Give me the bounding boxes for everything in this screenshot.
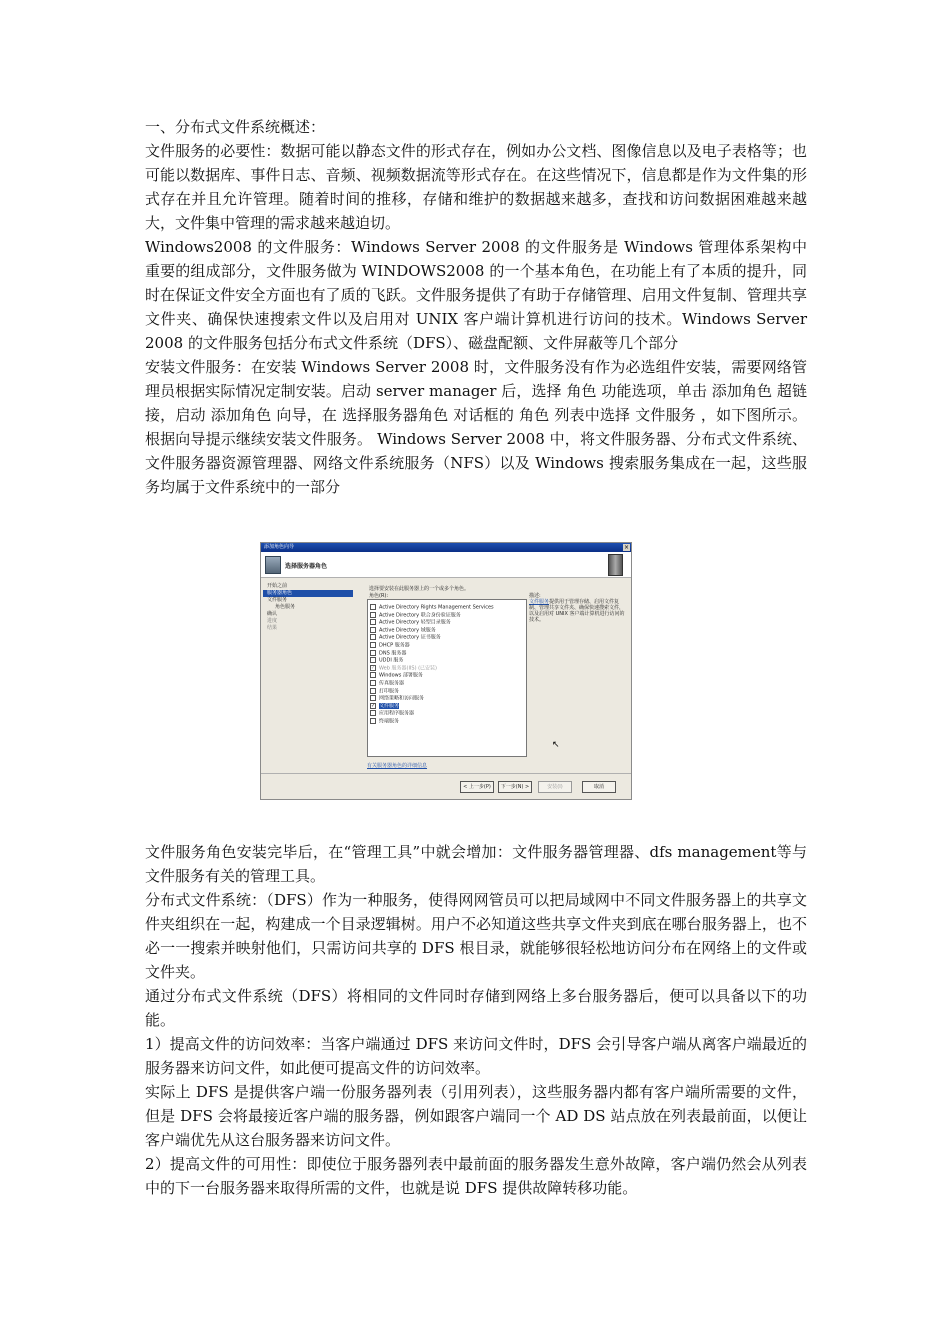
role-item[interactable]	[368, 604, 526, 612]
role-checkbox[interactable]	[370, 619, 376, 625]
role-item[interactable]	[368, 634, 526, 642]
role-checkbox[interactable]	[370, 718, 376, 724]
paragraph-point-1-detail: 实际上 DFS 是提供客户端一份服务器列表（引用列表），这些服务器内都有客户端所需要的文件，但是 DFS 会将最接近客户端的服务器，例如跟客户端同一个 AD DS 站点放在列表最前面，以便让客户端优先从这台服务器来访问文件。	[145, 1083, 807, 1149]
role-label: Active Directory 域服务	[379, 627, 436, 634]
role-checkbox[interactable]	[370, 650, 376, 656]
more-info-link[interactable]: 有关服务器角色的详细信息	[367, 763, 428, 769]
role-label: DHCP 服务器	[379, 642, 410, 649]
wizard-icon	[265, 556, 281, 574]
role-checkbox[interactable]	[370, 710, 376, 716]
role-checkbox[interactable]: ✓	[371, 664, 376, 671]
description-text	[529, 599, 627, 623]
role-item[interactable]	[368, 619, 526, 627]
paragraph-point-2: 2）提高文件的可用性：即使位于服务器列表中最前面的服务器发生意外故障，客户端仍然会从列表中的下一台服务器来取得所需的文件，也就是说 DFS 提供故障转移功能。	[145, 1155, 807, 1197]
role-checkbox[interactable]	[370, 612, 376, 618]
paragraph-tools: 文件服务角色安装完毕后，在“管理工具”中就会增加：文件服务器管理器、dfs management等与文件服务有关的管理工具。	[145, 843, 807, 885]
paragraph-point-1: 1）提高文件的访问效率：当客户端通过 DFS 来访问文件时，DFS 会引导客户端从离客户端最近的服务器来访问文件，如此便可提高文件的访问效率。	[145, 1035, 807, 1077]
role-label: 终端服务	[379, 718, 400, 725]
role-label: Active Directory 证书服务	[379, 634, 441, 641]
role-item[interactable]	[368, 665, 526, 673]
next-button[interactable]: 下一步(N) >	[498, 781, 532, 793]
role-label: Active Directory Rights Management Services	[379, 604, 494, 611]
roles-list	[367, 599, 527, 757]
dialog-header	[261, 552, 631, 578]
role-checkbox[interactable]	[370, 680, 376, 686]
role-label: 文件服务	[379, 703, 400, 710]
role-item[interactable]	[368, 627, 526, 635]
paragraph-install: 安装文件服务：在安装 Windows Server 2008 时，文件服务没有作为必选组件安装，需要网络管理员根据实际情况定制安装。启动 server manager 后，选择 角色 功能选项，单击 添加角色 超链接，启动 添加角色 向导，在 选择服务器角色 对话框的 角色 列表中选择 文件服务 ，如下图所示。根据向导提示继续安装文件服务。 Windows Server 2008 中，将文件服务器、分布式文件系统、文件服务器资源管理器、网络文件系统服务（NFS）以及 Windows 搜索服务集成在一起，这些服务均属于文件系统中的一部分	[145, 358, 807, 496]
role-checkbox[interactable]	[370, 672, 376, 678]
add-roles-wizard-screenshot	[260, 542, 632, 800]
instruction-text: 选择要安装在此服务器上的一个或多个角色。	[369, 586, 470, 592]
role-label: Active Directory 轻型目录服务	[379, 619, 451, 626]
role-label: UDDI 服务	[379, 657, 404, 664]
role-item[interactable]	[368, 657, 526, 665]
paragraph-win2008: Windows2008 的文件服务：Windows Server 2008 的文件服务是 Windows 管理体系架构中重要的组成部分，文件服务做为 WINDOWS2008 的一个基本角色，在功能上有了本质的提升，同时在保证文件安全方面也有了质的飞跃。文件服务提供了有助于存储管理、启用文件复制、管理共享文件夹、确保快速搜索文件以及启用对 UNIX 客户端计算机进行访问的技术。Windows Server 2008 的文件服务包括分布式文件系统（DFS）、磁盘配额、文件屏蔽等几个部分	[145, 238, 807, 352]
role-checkbox[interactable]	[370, 627, 376, 633]
role-item[interactable]	[368, 642, 526, 650]
roles-label: 角色(R):	[369, 593, 389, 599]
role-item[interactable]	[368, 650, 526, 658]
mouse-cursor-icon: ↖	[552, 740, 560, 750]
wizard-nav-item[interactable]: 文件服务	[267, 597, 288, 603]
wizard-nav-item[interactable]: 角色服务	[275, 604, 296, 610]
intro-section	[145, 115, 807, 499]
role-item[interactable]	[368, 612, 526, 620]
role-item[interactable]	[368, 695, 526, 703]
server-icon	[608, 554, 623, 576]
wizard-nav-item[interactable]: 结果	[267, 625, 278, 631]
paragraph-dfs-functions: 通过分布式文件系统（DFS）将相同的文件同时存储到网络上多台服务器后，便可以具备以下的功能。	[145, 987, 807, 1029]
description-body: 提供用于管理存储、启用文件复制、管理共享文件夹、确保快速搜索文件，以及启用对 UNIX 客户端计算机进行访问的技术。	[529, 599, 625, 623]
role-item[interactable]	[368, 718, 526, 726]
close-icon[interactable]: ×	[623, 544, 630, 551]
role-item[interactable]	[368, 710, 526, 718]
role-checkbox[interactable]	[370, 688, 376, 694]
wizard-nav	[263, 583, 353, 632]
description-title: 描述:	[529, 593, 541, 599]
wizard-nav-item[interactable]: 服务器角色	[263, 590, 353, 597]
role-label: DNS 服务器	[379, 650, 407, 657]
dialog-footer-divider	[261, 773, 631, 774]
dialog-header-title: 选择服务器角色	[285, 563, 328, 570]
role-item[interactable]	[368, 688, 526, 696]
previous-button[interactable]: < 上一步(P)	[460, 781, 494, 793]
install-button[interactable]: 安装(I)	[538, 781, 572, 793]
role-checkbox[interactable]	[370, 642, 376, 648]
wizard-nav-item[interactable]: 确认	[267, 611, 278, 617]
paragraph-necessity: 文件服务的必要性：数据可能以静态文件的形式存在，例如办公文档、图像信息以及电子表格等；也可能以数据库、事件日志、音频、视频数据流等形式存在。在这些情况下，信息都是作为文件集的形式存在并且允许管理。随着时间的推移，存储和维护的数据越来越多，查找和访问数据困难越来越大，文件集中管理的需求越来越迫切。	[145, 142, 807, 232]
wizard-nav-item[interactable]: 开始之前	[267, 583, 288, 589]
role-checkbox[interactable]	[370, 695, 376, 701]
role-label: 传真服务器	[379, 680, 405, 687]
dfs-section	[145, 840, 807, 1200]
role-checkbox[interactable]	[370, 657, 376, 663]
role-label: Web 服务器(IIS) (已安装)	[379, 665, 438, 672]
paragraph-dfs-definition: 分布式文件系统：（DFS）作为一种服务，使得网网管员可以把局域网中不同文件服务器上的共享文件夹组织在一起，构建成一个目录逻辑树。用户不必知道这些共享文件夹到底在哪台服务器上，也不必一一搜索并映射他们，只需访问共享的 DFS 根目录，就能够很轻松地访问分布在网络上的文件或文件夹。	[145, 891, 807, 981]
role-item[interactable]	[368, 672, 526, 680]
role-label: 打印服务	[379, 688, 400, 695]
cancel-button[interactable]: 取消	[582, 781, 616, 793]
role-label: 应用程序服务器	[379, 710, 415, 717]
section-heading: 一、分布式文件系统概述：	[145, 118, 326, 136]
role-label: Active Directory 联合身份验证服务	[379, 612, 461, 619]
role-checkbox[interactable]: ✓	[371, 702, 376, 709]
role-label: Windows 部署服务	[379, 672, 423, 679]
role-label: 网络策略和访问服务	[379, 695, 425, 702]
wizard-nav-item[interactable]: 进度	[267, 618, 278, 624]
role-checkbox[interactable]	[370, 634, 376, 640]
dialog-title: 添加角色向导	[264, 544, 295, 550]
dialog-titlebar	[261, 543, 631, 552]
file-services-link[interactable]: 文件服务	[529, 599, 550, 605]
role-item[interactable]	[368, 680, 526, 688]
role-checkbox[interactable]	[370, 604, 376, 610]
role-item[interactable]	[368, 703, 526, 711]
